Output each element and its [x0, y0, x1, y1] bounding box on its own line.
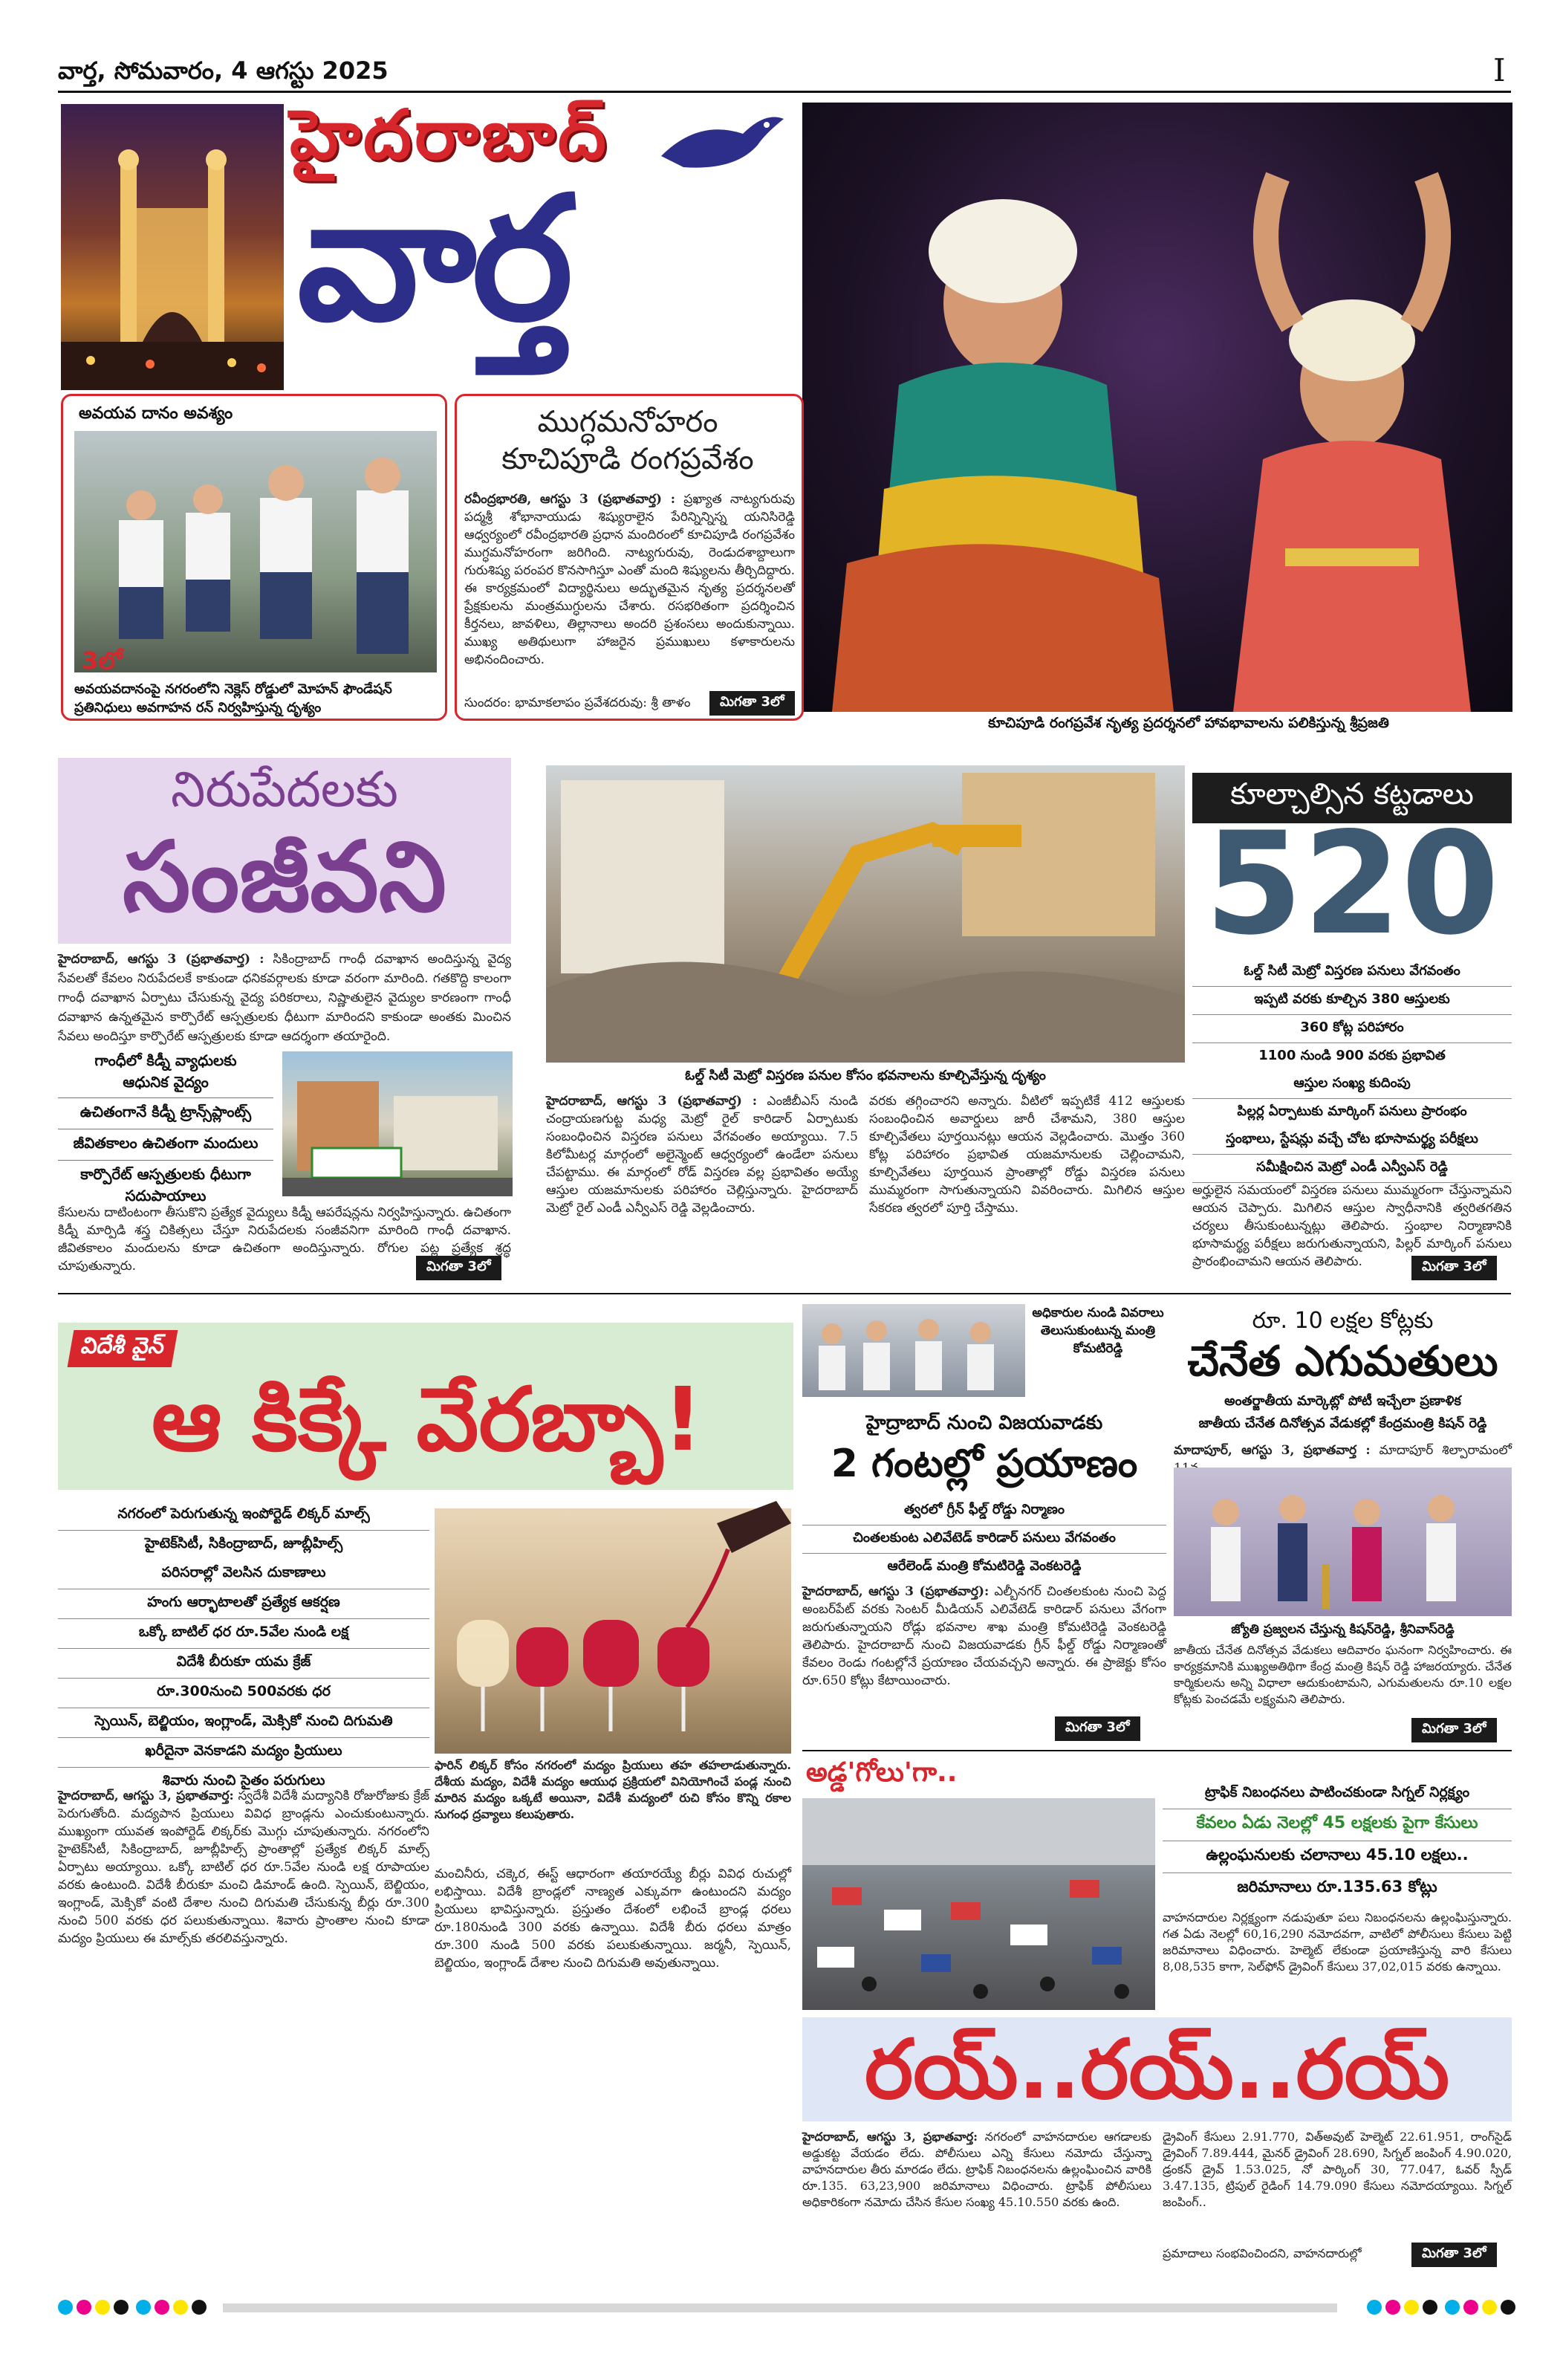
demo-bullet: సమీక్షించిన మెట్రో ఎండీ ఎన్వీఎస్ రెడ్డి	[1192, 1155, 1512, 1183]
liquor-text-1: స్వదేశీ విదేశీ మద్యానికి రోజురోజుకు క్రేజ్ పెరుగుతోంది. మద్యపాన ప్రియులు వివిధ బ్రాండ్లను ఎంచుకుంటున్నారు. ముఖ్యంగా యువత ఇంపోర్టెడ్ లిక్కర్‌కు మొగ్గు చూపుతున్నారు. నగరంలోని హైటెక్‌సిటీ, సికింద్రాబాద్, జూబ్లీహిల్స్ ప్రాంతాల్లో ప్రత్యేక లిక్కర్ మాల్స్ ఏర్పాటు అయ్యాయి. ఒక్కో బాటిల్ ధర రూ.5వేల నుండి లక్ష రూపాయల వరకు ఉంటుంది. విదేశీ బీరుకూ మంచి డిమాండ్ ఉంది. స్పెయిన్, బెల్జియం, ఇంగ్లాండ్, మెక్సికో వంటి దేశాల నుంచి దిగుమతి చేసుకున్న బీర్లు రూ.300 నుంచి 500 వరకు ధర పలుకుతున్నాయి. శివారు ప్రాంతాల నుంచి కూడా మద్యం ప్రియులు ఈ మాల్స్‌కు తరలివస్తున్నారు.	[58, 1789, 429, 1946]
dancers-illustration	[802, 103, 1512, 712]
traffic-photo	[802, 1798, 1155, 2010]
right-rule	[802, 1750, 1512, 1751]
rayrayray-page-ref[interactable]: మిగతా 3లో	[1411, 2243, 1497, 2267]
footer-strip	[223, 2303, 1337, 2312]
demolition-col-1	[546, 1092, 858, 1274]
handloom-photo-caption: జ్యోతి ప్రజ్వలన చేస్తున్న కిషన్‌రెడ్డి, శ్రీనివాస్‌రెడ్డి	[1231, 1622, 1455, 1637]
demo-bullet: 1100 నుండి 900 వరకు ప్రభావిత	[1258, 1048, 1446, 1063]
liquor-col-1	[58, 1787, 429, 2266]
expressway-bullets	[802, 1497, 1166, 1581]
demolition-text-1: ఎంజీబీఎస్ నుండి చంద్రాయణగుట్ట మధ్య మెట్రో రైల్ కారిడార్ ఏర్పాటుకు సంబంధించిన విస్తరణ పనులు వేగవంతం అయ్యాయి. 7.5 కిలోమీటర్ల మార్గంలో అలైన్మెంట్ ఆధ్వర్యంలో ఉండేలా పనులు చేపట్టాము. ఈ మార్గంలో రోడ్ విస్తరణ వల్ల ప్రభావితం అయ్యే ఆస్తుల యజమానులకు పరిహారం చెల్లిస్తున్నారు. హైదరాబాద్ మెట్రో రైల్ ఎండీ ఎన్వీఎస్ రెడ్డి వెల్లడించారు.	[546, 1094, 858, 1216]
minister-photo	[802, 1304, 1025, 1397]
handloom-body: జాతీయ చేనేత దినోత్సవ వేడుకలు ఆదివారం ఘనంగా నిర్వహించారు. ఈ కార్యక్రమానికి ముఖ్యఅతిథిగా కేంద్ర మంత్రి కిషన్ రెడ్డి హాజరయ్యారు. చేనేత కార్మికులను అన్ని విధాలా ఆదుకుంటామని, ఎగుమతులను రూ.10 లక్షల కోట్లకు పెంచడమే లక్ష్యమని తెలిపారు.	[1174, 1643, 1512, 1706]
demo-stats-body: అర్హులైన సమయంలో విస్తరణ పనులు ముమ్మరంగా చేస్తున్నామని ఆయన చెప్పారు. మిగిలిన ఆస్తుల స్వాధీనానికి త్వరితగతిన చర్యలు తీసుకుంటున్నట్లు తెలిపారు. స్తంభాల నిర్మాణానికి భూసామర్థ్య పరీక్షలు జరుగుతున్నాయని, పిల్లర్ మార్కింగ్ పనులు ప్రారంభించామని ఆయన తెలిపారు.	[1192, 1183, 1512, 1269]
dove-icon	[654, 104, 787, 186]
sanjeevani-text: సికింద్రాబాద్ గాంధీ దవాఖాన అందిస్తున్న వైద్య సేవలతో కేవలం నిరుపేదలకే కాకుండా ధనికవర్గాలకు కూడా వరంగా మారింది. గతకొద్ది కాలంగా గాంధీ దవాఖాన ఏర్పాటు చేసుకున్న వైద్య పరికరాలు, నిష్ణాతులైన వైద్యుల కారణంగా గాంధీ దవాఖాన ఉన్నతమైన కార్పొరేట్ ఆస్పత్రులకు ధీటుగా మారిందని కాకుండా అంతకు మించిన సేవలు అందిస్తూ కార్పొరేట్ ఆస్పత్రులకు కూడా ఆదర్శంగా తయారైంది.	[58, 952, 511, 1044]
liquor-bullet: స్పెయిన్, బెల్జియం, ఇంగ్లాండ్, మెక్సికో నుంచి దిగుమతి	[58, 1708, 429, 1738]
demo-bullet: ఆస్తుల సంఖ్య కుదింపు	[1192, 1071, 1512, 1099]
sanjeevani-headline-2: సంజీవని	[123, 820, 446, 933]
handloom-headline: చేనేత ఎగుమతులు	[1187, 1337, 1498, 1386]
kuchipudi-body	[464, 490, 795, 690]
liquor-bullets	[58, 1501, 429, 1797]
mid-rule	[58, 1293, 1511, 1294]
demolition-illustration	[546, 765, 1185, 1063]
traffic-bullet: ఉల్లంఘనులకు చలానాలు 45.10 లక్షలు..	[1163, 1841, 1512, 1873]
sanjeevani-bullet: ఉచితంగానే కిడ్నీ ట్రాన్స్‌ప్లాంట్స్	[58, 1098, 273, 1129]
demolition-photo	[546, 765, 1185, 1063]
expressway-text: ఎల్బీనగర్ చింతలకుంట నుంచి పెద్ద అంబర్‌పేట్ వరకు సెంటర్ మీడియన్ ఎలివేటెడ్ కారిడార్ పనులు వేగంగా జరుగుతున్నాయని రోడ్లు భవనాల శాఖ మంత్రి కోమటిరెడ్డి వెంకటరెడ్డి తెలిపారు. హైదరాబాద్ నుంచి విజయవాడకు గ్రీన్ ఫీల్డ్ రోడ్డు నిర్మాణంతో కేవలం రెండు గంటల్లోనే ప్రయాణం చేయవచ్చని అన్నారు. ఈ ప్రాజెక్టు కోసం రూ.650 కోట్లు కేటాయించారు.	[802, 1584, 1166, 1688]
runners-photo	[74, 431, 437, 672]
minister-illustration	[802, 1304, 1025, 1397]
page-number: I	[1493, 52, 1506, 88]
traffic-bullets	[1163, 1780, 1512, 1904]
runners-illustration	[74, 431, 437, 672]
liquor-bullet: శివారు నుంచి సైతం పరుగులు	[162, 1772, 325, 1789]
liquor-headline: ఆ కిక్కే వేరబ్బా!	[151, 1368, 703, 1471]
charminar-photo	[61, 104, 284, 390]
organ-caption: అవయవదానంపై నగరంలోని నెక్లెస్ రోడ్డులో మోహన్ ఫౌండేషన్ ప్రతినిధులు అవగాహన రన్ నిర్వహిస్తున్న దృశ్యం	[74, 681, 392, 716]
expressway-headline: 2 గంటల్లో ప్రయాణం	[831, 1442, 1138, 1486]
sanjeevani-bullet: సదుపాయాలు	[125, 1187, 207, 1204]
rayrayray-col-1	[802, 2129, 1151, 2266]
handloom-bullet-1: అంతర్జాతీయ మార్కెట్లో పోటీ ఇచ్చేలా ప్రణాళిక	[1224, 1393, 1461, 1409]
handloom-intro-text: మాదాపూర్ శిల్పారామంలో	[1379, 1443, 1512, 1458]
sanjeevani-lead: హైదరాబాద్, ఆగస్టు 3 (ప్రభాతవార్త) :	[58, 952, 264, 967]
rayrayray-lead: హైదరాబాద్, ఆగస్టు 3, ప్రభాతవార్త:	[802, 2130, 978, 2144]
expressway-bullet: ఆరేలెండ్ మంత్రి కోమటిరెడ్డి వెంకటరెడ్డి	[887, 1558, 1082, 1574]
liquor-kicker: విదేశీ వైన్	[68, 1330, 178, 1367]
gandhi-hospital-photo	[282, 1051, 513, 1196]
liquor-bullet: ఒక్కో బాటిల్ ధర రూ.5వేల నుండి లక్ష	[58, 1619, 429, 1649]
brand-logo: వార్త	[297, 160, 569, 359]
organ-page-ref: 3లో	[82, 646, 123, 675]
rayrayray-text-1: నగరంలో వాహనదారుల ఆగడాలకు అడ్డుకట్ట వేయడం లేదు. పోలీసులు ఎన్ని కేసులు నమోదు చేస్తున్నా వాహనదారుల తీరు మారడం లేదు. ట్రాఫిక్ నిబంధనలను ఉల్లంఘించిన వారికి రూ.135. 63,23,900 జరిమానాలు విధించారు. ట్రాఫిక్ పోలీసులు అధికారికంగా నమోదు చేసిన కేసుల సంఖ్య 45.10.550 వరకు ఉంది.	[802, 2130, 1151, 2209]
demo-stats-bullets	[1192, 959, 1512, 1183]
handloom-bullet-2: జాతీయ చేనేత దినోత్సవ వేడుకల్లో కేంద్రమంత్రి కిషన్ రెడ్డి	[1198, 1416, 1487, 1431]
traffic-bullet: ట్రాఫిక్ నిబంధనలు పాటించకుండా సిగ్నల్ నిర్లక్ష్యం	[1163, 1780, 1512, 1809]
city-name: హైదరాబాద్	[290, 95, 609, 175]
expressway-bullet: త్వరలో గ్రీన్ ఫీల్డ్ రోడ్డు నిర్మాణం	[802, 1497, 1166, 1525]
expressway-body	[802, 1583, 1166, 1739]
traffic-bullet: కేవలం ఏడు నెలల్లో 45 లక్షలకు పైగా కేసులు	[1163, 1809, 1512, 1841]
registration-marks-left	[58, 2300, 210, 2318]
demo-stats-title: కూల్చాల్సిన కట్టడాలు	[1192, 773, 1512, 823]
liquor-bullet: రూ.300నుంచి 500వరకు ధర	[58, 1679, 429, 1708]
sanjeevani-bullet: జీవితకాలం ఉచితంగా మందులు	[58, 1129, 273, 1161]
sanjeevani-bullet: కార్పొరేట్ ఆస్పత్రులకు ధీటుగా	[80, 1165, 251, 1183]
wine-photo-caption: ఫారిన్ లిక్కర్ కోసం నగరంలో మద్యం ప్రియులు తహ తహలాడుతున్నారు. దేశీయ మద్యం, విదేశీ మద్యం ఆయుధ ప్రక్రియలో వినియోగించే పండ్ల నుంచి మారిన మద్యం ఒక్కటే అయినా, విదేశీ మద్యంలో రుచి కోసం కొన్ని రకాల సుగంధ ద్రవ్యాలు కలుపుతారు.	[435, 1758, 791, 1821]
liquor-col-2: మంచినీరు, చక్కెర, ఈస్ట్ ఆధారంగా తయారయ్యే బీర్లు వివిధ రుచుల్లో లభిస్తాయి. విదేశీ బ్రాండ్లలో నాణ్యత ఎక్కువగా ఉంటుందని మద్యం ప్రియులు భావిస్తున్నారు. ప్రస్తుతం దేశంలో లభించే బ్రాండ్ల ధరలు రూ.180నుండి 300 వరకు ఉన్నాయి. విదేశీ బీరు ధరలు మాత్రం రూ.300 నుండి 500 వరకు పలుకుతున్నాయి. జర్మనీ, స్పెయిన్, బెల్జియం, ఇంగ్లాండ్ దేశాల నుంచి దిగుమతి అవుతున్నాయి.	[435, 1867, 791, 1971]
charminar-illustration	[61, 104, 284, 390]
expressway-bullet: చింతలకుంట ఎలివేటెడ్ కారిడార్ పనులు వేగవంతం	[802, 1525, 1166, 1554]
kuchipudi-footer: సుందరం: భామాకలాపం ప్రవేశదరువు: శ్రీ తాళం	[464, 695, 691, 710]
handloom-lead: మాదాపూర్, ఆగస్టు 3, ప్రభాతవార్త :	[1174, 1443, 1371, 1458]
wine-glasses-photo	[435, 1508, 791, 1754]
hospital-illustration	[282, 1051, 513, 1196]
kuchipudi-headline-2: కూచిపూడి రంగప్రవేశం	[501, 442, 754, 476]
handloom-page-ref[interactable]: మిగతా 3లో	[1411, 1718, 1497, 1742]
kuchipudi-text: ప్రఖ్యాత నాట్యగురువు పద్మశ్రీ శోభానాయుడు శిష్యురాలైన పేరిన్నిన్నిస్న యనిసిరెడ్డి ఆధ్వర్యంలో రవీంద్రభారతి ప్రధాన మందిరంలో కూచిపూడి రంగప్రవేశం ముగ్ధమనోహరంగా జరిగింది. నాట్యగురువు, రెండుదశాబ్దాలుగా గురుశిష్య పరంపర కొనసాగిస్తూ ఎంతో మంది శిష్యులను తీర్చిదిద్దారు. ఈ కార్యక్రమంలో విద్యార్థినులు అద్భుతమైన నృత్య ప్రదర్శనలతో ప్రేక్షకులను మంత్రముగ్ధులను చేశారు. రసభరితంగా ప్రదర్శించిన కీర్తనలు, జావళిలు, తిల్లానాలు అందరి ప్రశంసలు అందుకున్నాయి. ముఖ్య అతిథులుగా హాజరైన ప్రముఖులు కళాకారులను అభినందించారు.	[464, 492, 795, 667]
sanjeevani-body-2: కేసులను దాటింటంగా తీసుకొని ప్రత్యేక వైద్యులు కిడ్నీ ఆపరేషన్లను నిర్వహిస్తున్నారు. ఉచితంగా కిడ్నీ మార్పిడి శస్త్ర చికిత్సలు చేస్తూ నిరుపేదలకు సంజీవనిగా మారింది గాంధీ దవాఖాన. జీవితకాలం మందులను కూడా ఉచితంగా అందిస్తున్నారు. రోగుల పట్ల ప్రత్యేక శ్రద్ధ చూపుతున్నారు.	[58, 1205, 511, 1274]
handloom-illustration	[1174, 1468, 1512, 1616]
kuchipudi-headline-1: ముగ్ధమనోహరం	[537, 405, 718, 439]
demo-stats-number: 520	[1204, 802, 1500, 966]
traffic-illustration	[802, 1798, 1155, 2010]
rayrayray-col-2: డ్రైవింగ్ కేసులు 2.91.770, విత్‌అవుట్ హెల్మెట్ 22.61.951, రాంగ్‌సైడ్ డ్రైవింగ్ 7.89.444, మైనర్ డ్రైవింగ్ 28.690, సిగ్నల్ జంపింగ్ 4.90.020, డ్రంకన్ డ్రైవ్ 1.53.025, నో పార్కింగ్ 30, 77.047, ఓవర్ స్పీడ్ 3.47.135, ట్రిపుల్ రైడింగ్ 14.79.090 కేసులు నమోదయ్యాయి. సిగ్నల్ జంపింగ్..	[1163, 2130, 1512, 2209]
sanjeevani-bullets	[58, 1051, 273, 1208]
demo-bullet: ఓల్డ్ సిటీ మెట్రో విస్తరణ పనులు వేగవంతం	[1192, 959, 1512, 987]
demo-stats-page-ref[interactable]: మిగతా 3లో	[1411, 1256, 1497, 1280]
traffic-body: వాహనదారుల నిర్లక్ష్యంగా నడుపుతూ పలు నిబంధనలను ఉల్లంఘిస్తున్నారు. గత ఏడు నెలల్లో 60,16,290 నమోదవగా, వాటిలో పోలీసులు కేసులు పెట్టి జరిమానాలు విధించారు. హెల్మెట్ లేకుండా ప్రయాణిస్తున్న వారి కేసులు 8,08,535 కాగా, సెల్‌ఫోన్ డ్రైవింగ్ కేసులు 37,02,015 వరకు ఉన్నాయి.	[1163, 1910, 1512, 1974]
registration-marks-right	[1367, 2300, 1519, 2318]
liquor-bullet: పరిసరాల్లో వెలసిన దుకాణాలు	[58, 1560, 429, 1589]
traffic-bullet: జరిమానాలు రూ.135.63 కోట్లు	[1237, 1878, 1437, 1896]
traffic-tag: అడ్డ'గోలు'గా..	[806, 1757, 958, 1788]
liquor-bullet: నగరంలో పెరుగుతున్న ఇంపోర్టెడ్ లిక్కర్ మాల్స్	[58, 1501, 429, 1531]
dancers-caption: కూచిపూడి రంగప్రవేశ నృత్య ప్రదర్శనలో హావభావాలను పలికిస్తున్న శ్రీప్రజతి	[988, 715, 1389, 731]
rayrayray-footer: ప్రమాదాలు సంభవించిందని, వాహనదారుల్లో	[1163, 2246, 1362, 2260]
liquor-bullet: విదేశీ బీరుకూ యమ క్రేజ్	[58, 1649, 429, 1679]
demolition-lead: హైదరాబాద్, ఆగస్టు 3 (ప్రభాతవార్త) :	[546, 1094, 758, 1109]
sanjeevani-body	[58, 950, 511, 1046]
sanjeevani-headline-1: నిరుపేదలకు	[171, 761, 398, 818]
sanjeevani-page-ref[interactable]: మిగతా 3లో	[416, 1256, 501, 1280]
minister-photo-caption: అధికారుల నుండి వివరాలు తెలుసుకుంటున్న మంత్రి కోమటిరెడ్డి	[1032, 1306, 1164, 1356]
handloom-photo	[1174, 1468, 1512, 1616]
liquor-bullet: హంగు ఆర్భాటాలతో ప్రత్యేక ఆకర్షణ	[58, 1589, 429, 1619]
demolition-col-2: వరకు తగ్గించారని అన్నారు. వీటిలో ఇప్పటికే 412 ఆస్తులకు సంబంధించిన అవార్డులు జారీ చేశామని, 380 ఆస్తుల కూల్చివేతలు పూర్తయినట్లు ఆయన వెల్లడించారు. మొత్తం 360 కోట్ల పరిహారం ప్రభావిత యజమానులకు చెల్లించామని, కూల్చివేతలు పూర్తయిన ప్రాంతాల్లో రోడ్డు విస్తరణ పనులు ముమ్మరంగా సాగుతున్నాయని వివరించారు. మిగిలిన ఆస్తుల సేకరణ త్వరలో పూర్తి చేస్తాము.	[869, 1094, 1185, 1216]
kuchipudi-dancers-photo	[802, 103, 1512, 712]
wine-illustration	[435, 1508, 791, 1754]
expressway-subhead: హైద్రాబాద్ నుంచి విజయవాడకు	[865, 1412, 1103, 1434]
demolition-caption: ఓల్డ్ సిటీ మెట్రో విస్తరణ పనుల కోసం భవనాలను కూల్చివేస్తున్న దృశ్యం	[685, 1068, 1046, 1083]
organ-tag: అవయవ దానం అవశ్యం	[68, 401, 243, 429]
liquor-bullet: ఖరీదైనా వెనకాడని మద్యం ప్రియులు	[58, 1738, 429, 1768]
handloom-intro	[1174, 1442, 1512, 1464]
sanjeevani-bullet: గాంధీలో కిడ్నీ వ్యాధులకు	[94, 1051, 237, 1069]
demo-bullet: స్తంభాలు, స్టేషన్లు వచ్చే చోట భూసామర్థ్య పరీక్షలు	[1192, 1126, 1512, 1155]
kuchipudi-lead: రవీంద్రభారతి, ఆగస్టు 3 (ప్రభాతవార్త) :	[464, 492, 676, 507]
kuchipudi-page-ref[interactable]: మిగతా 3లో	[709, 691, 795, 716]
rayrayray-headline: రయ్..రయ్..రయ్	[864, 2022, 1450, 2117]
demo-bullet: పిల్లర్ల ఏర్పాటుకు మార్కింగ్ పనులు ప్రారంభం	[1237, 1103, 1467, 1119]
dateline: వార్త, సోమవారం, 4 ఆగస్టు 2025	[58, 56, 389, 85]
expressway-lead: హైదరాబాద్, ఆగస్టు 3 (ప్రభాతవార్త):	[802, 1584, 990, 1599]
demo-bullet: ఇప్పటి వరకు కూల్చిన 380 ఆస్తులకు	[1192, 987, 1512, 1015]
liquor-bullet: హైటెక్‌సిటీ, సికింద్రాబాద్, జూబ్లీహిల్స్	[144, 1535, 343, 1551]
demo-bullet: 360 కోట్ల పరిహారం	[1192, 1015, 1512, 1043]
top-rule	[58, 91, 1511, 93]
handloom-subhead: రూ. 10 లక్షల కోట్లకు	[1252, 1308, 1434, 1334]
liquor-lead: హైదరాబాద్, ఆగస్టు 3, ప్రభాతవార్త:	[58, 1789, 234, 1803]
expressway-page-ref[interactable]: మిగతా 3లో	[1055, 1716, 1140, 1741]
sanjeevani-bullet: ఆధునిక వైద్యం	[58, 1073, 273, 1098]
